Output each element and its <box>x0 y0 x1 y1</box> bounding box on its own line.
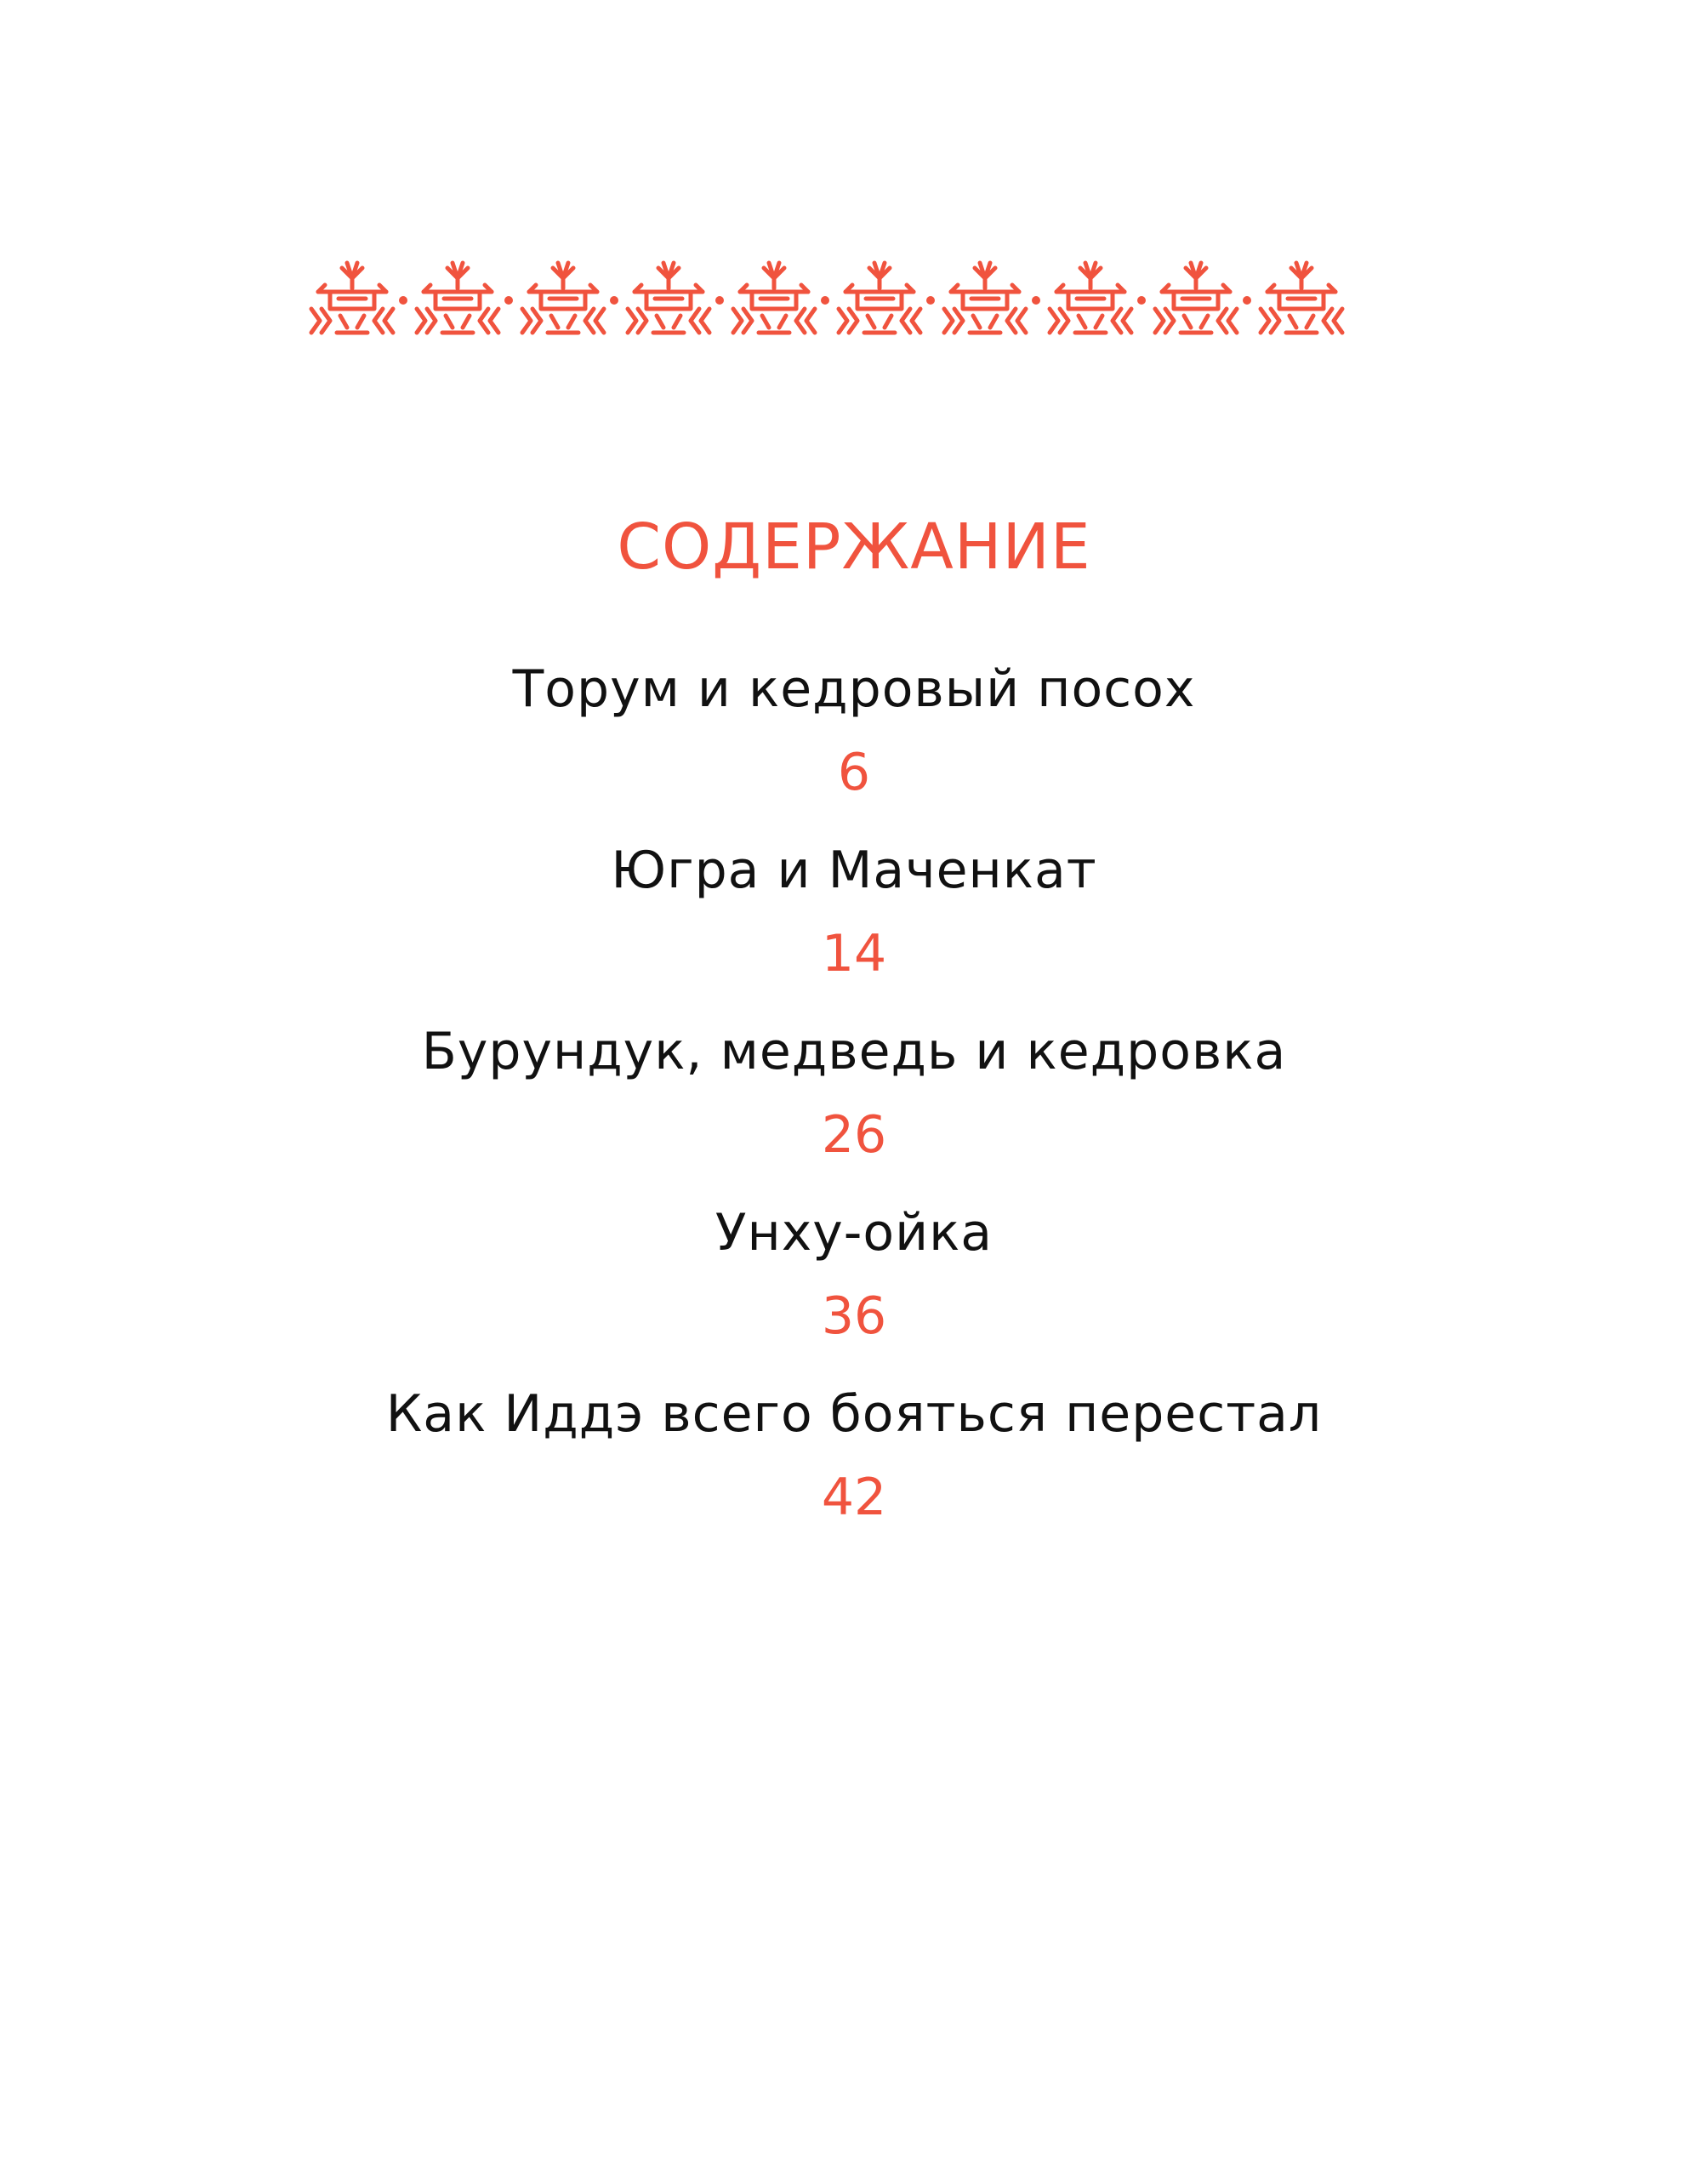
reindeer-ornament-icon <box>944 263 1026 333</box>
ornament-dot-icon <box>715 296 724 305</box>
ornament-dot-icon <box>1032 296 1040 305</box>
entry-page-number: 6 <box>837 743 871 802</box>
ornament-border <box>299 259 1354 345</box>
reindeer-ornament-icon <box>1050 263 1131 333</box>
table-of-contents <box>0 655 1708 1561</box>
page-title: СОДЕРЖАНИЕ <box>617 510 1091 584</box>
toc-entry[interactable] <box>0 655 1708 836</box>
reindeer-ornament-icon <box>628 263 709 333</box>
reindeer-ornament-icon <box>417 263 498 333</box>
ornament-dot-icon <box>926 296 935 305</box>
entry-page-number: 14 <box>821 924 887 984</box>
entry-title: Югра и Маченкат <box>611 841 1097 900</box>
ornament-dot-icon <box>610 296 618 305</box>
entry-title: Бурундук, медведь и кедровка <box>421 1022 1287 1081</box>
toc-entry[interactable] <box>0 1380 1708 1561</box>
entry-title: Торум и кедровый посох <box>512 659 1196 719</box>
ornament-dot-icon <box>504 296 513 305</box>
entry-page-number: 26 <box>821 1105 887 1165</box>
reindeer-ornament-icon <box>522 263 604 333</box>
toc-entry[interactable] <box>0 836 1708 1018</box>
reindeer-ornament-icon <box>1155 263 1237 333</box>
toc-entry[interactable] <box>0 1199 1708 1380</box>
ornament-dot-icon <box>1137 296 1146 305</box>
reindeer-ornament-icon <box>839 263 920 333</box>
reindeer-ornament-icon <box>311 263 393 333</box>
reindeer-ornament-icon <box>733 263 815 333</box>
entry-page-number: 36 <box>821 1286 887 1346</box>
toc-entry[interactable] <box>0 1018 1708 1199</box>
ornament-dot-icon <box>821 296 829 305</box>
ornament-dot-icon <box>1243 296 1251 305</box>
ornament-svg <box>299 259 1354 345</box>
reindeer-ornament-icon <box>1261 263 1342 333</box>
entry-page-number: 42 <box>821 1468 887 1527</box>
ornament-dot-icon <box>399 296 407 305</box>
entry-title: Унху-ойка <box>715 1203 993 1263</box>
entry-title: Как Иддэ всего бояться перестал <box>385 1384 1323 1444</box>
